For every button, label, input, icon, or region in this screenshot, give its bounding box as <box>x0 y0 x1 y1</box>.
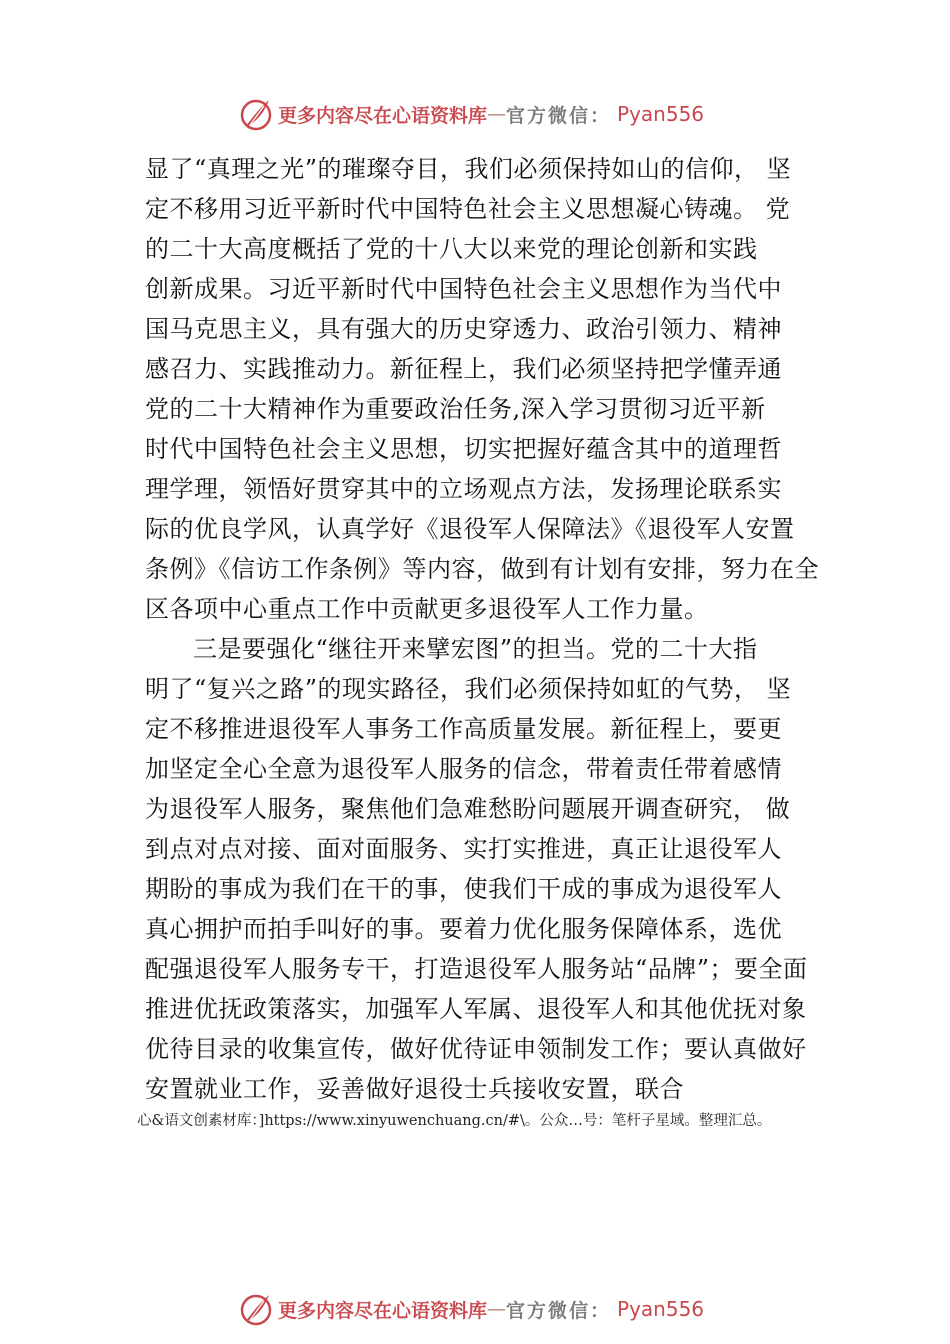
watermark-separator: — <box>487 103 507 125</box>
body-line: 推进优抚政策落实，加强军人军属、退役军人和其他优抚对象 <box>145 995 807 1023</box>
body-line: 党的二十大精神作为重要政治任务,深入学习贯彻习近平新 <box>145 395 766 423</box>
body-line: 理学理，领悟好贯穿其中的立场观点方法，发扬理论联系实 <box>145 475 782 503</box>
body-line: 优待目录的收集宣传，做好优待证申领制发工作；要认真做好 <box>145 1035 807 1063</box>
watermark-separator: — <box>487 1298 507 1320</box>
body-line: 条例》《信访工作条例》等内容，做到有计划有安排，努力在全 <box>145 555 819 583</box>
body-line: 显了“真理之光”的璀璨夺目，我们必须保持如山的信仰， 坚 <box>145 155 792 183</box>
watermark-official-label: 官方微信： <box>506 1299 612 1322</box>
body-line: 的二十大高度概括了党的十八大以来党的理论创新和实践 <box>145 235 758 263</box>
body-line: 明了“复兴之路”的现实路径，我们必须保持如虹的气势， 坚 <box>145 675 792 703</box>
watermark-official-label: 官方微信： <box>506 104 612 127</box>
watermark-main-text: 更多内容尽在心语资料库 <box>278 104 488 127</box>
body-line: 为退役军人服务，聚焦他们急难愁盼问题展开调查研究， 做 <box>145 795 791 823</box>
body-line: 国马克思主义，具有强大的历史穿透力、政治引领力、精神 <box>145 315 782 343</box>
body-line: 安置就业工作，妥善做好退役士兵接收安置，联合 <box>145 1075 684 1103</box>
quill-pen-logo-icon <box>238 96 274 132</box>
body-line: 时代中国特色社会主义思想，切实把握好蕴含其中的道理哲 <box>145 435 782 463</box>
body-line: 到点对点对接、面对面服务、实打实推进，真正让退役军人 <box>145 835 782 863</box>
body-line: 定不移用习近平新时代中国特色社会主义思想凝心铸魂。 党 <box>145 195 791 223</box>
body-line: 际的优良学风，认真学好《退役军人保障法》《退役军人安置 <box>145 515 795 543</box>
paragraph-start-line: 三是要强化“继往开来擘宏图”的担当。党的二十大指 <box>193 635 758 663</box>
body-line: 期盼的事成为我们在干的事，使我们干成的事成为退役军人 <box>145 875 782 903</box>
source-footnote: 心&语文创素材库：]https://www.xinyuwenchuang.cn/#\。公众…号：笔杆子星域。整理汇总。 <box>137 1113 772 1129</box>
watermark-handle: Pyan556 <box>617 1297 705 1321</box>
body-line: 定不移推进退役军人事务工作高质量发展。新征程上，要更 <box>145 715 782 743</box>
footer-watermark <box>238 1289 704 1329</box>
body-line: 创新成果。习近平新时代中国特色社会主义思想作为当代中 <box>145 275 782 303</box>
body-line: 配强退役军人服务专干，打造退役军人服务站“品牌”；要全面 <box>145 955 808 983</box>
quill-pen-logo-icon <box>238 1291 274 1327</box>
body-line: 真心拥护而拍手叫好的事。要着力优化服务保障体系，选优 <box>145 915 782 943</box>
document-body <box>145 149 825 1109</box>
header-watermark <box>238 94 704 134</box>
body-line: 加坚定全心全意为退役军人服务的信念，带着责任带着感情 <box>145 755 782 783</box>
body-line: 区各项中心重点工作中贡献更多退役军人工作力量。 <box>145 595 709 623</box>
body-line: 感召力、实践推动力。新征程上，我们必须坚持把学懂弄通 <box>145 355 782 383</box>
watermark-main-text: 更多内容尽在心语资料库 <box>278 1299 488 1322</box>
watermark-handle: Pyan556 <box>617 102 705 126</box>
